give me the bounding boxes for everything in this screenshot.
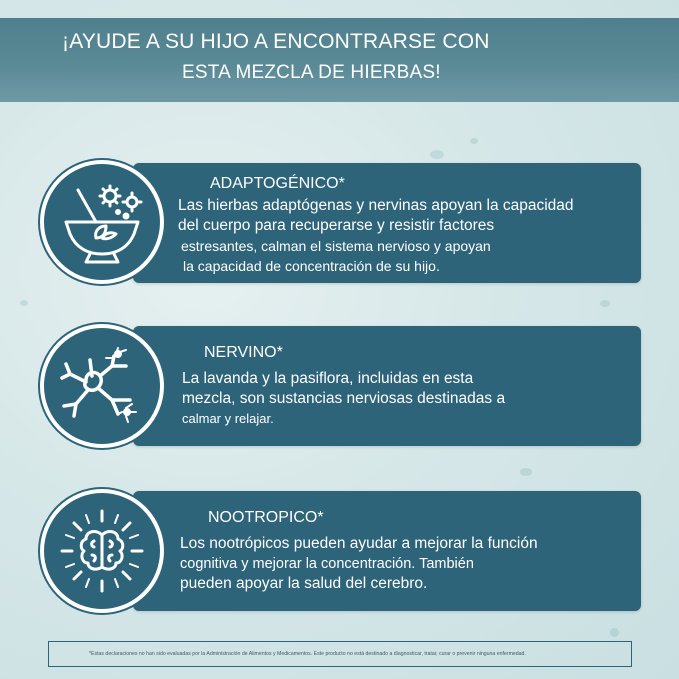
card-description-line: Las hierbas adaptógenas y nervinas apoyan la capacidad [178,197,574,214]
headline-line-2: ESTA MEZCLA DE HIERBAS! [182,62,441,83]
background-speck [430,150,444,159]
card-description [178,196,574,276]
card-title: ADAPTOGÉNICO* [210,175,345,192]
glowing-brain-icon [40,489,164,613]
card-description-line: mezcla, son sustancias nerviosas destinadas a [182,390,506,407]
neuron-icon [40,324,164,448]
card-description-line: pueden apoyar la salud del cerebro. [180,575,428,592]
card-title: NERVINO* [204,344,283,361]
background-speck [610,628,619,637]
card-description [182,369,505,429]
mortar-pestle-herbs-icon [40,160,164,284]
background-speck [20,300,28,306]
headline-line-1: ¡AYUDE A SU HIJO A ENCONTRARSE CON [62,30,490,53]
card-title: NOOTROPICO* [208,509,324,526]
fda-disclaimer: *Estas declaraciones no han sido evaluadas por la Administración de Alimentos y Medicamentos. Este producto no está destinado a diagnosticar, tratar, curar o prevenir ninguna enfermedad. [48,641,632,667]
background-speck [520,468,532,476]
card-description-line: calmar y relajar. [182,411,274,426]
card-description-line: La lavanda y la pasiflora, incluidas en esta [182,370,474,387]
card-description [180,534,538,594]
card-description-line: del cuerpo para recuperarse y resistir factores [178,217,495,234]
card-description-line: Los nootrópicos pueden ayudar a mejorar la función [180,535,538,552]
nervine-card [133,326,641,446]
adaptogenic-card [133,163,641,283]
background-speck [600,300,610,307]
background-speck [470,138,478,144]
card-description-line: estresantes, calman el sistema nervioso y apoyan [181,238,491,254]
card-description-line: cognitiva y mejorar la concentración. También [180,556,474,572]
nootropic-card [133,491,641,611]
card-description-line: la capacidad de concentración de su hijo. [183,258,440,274]
